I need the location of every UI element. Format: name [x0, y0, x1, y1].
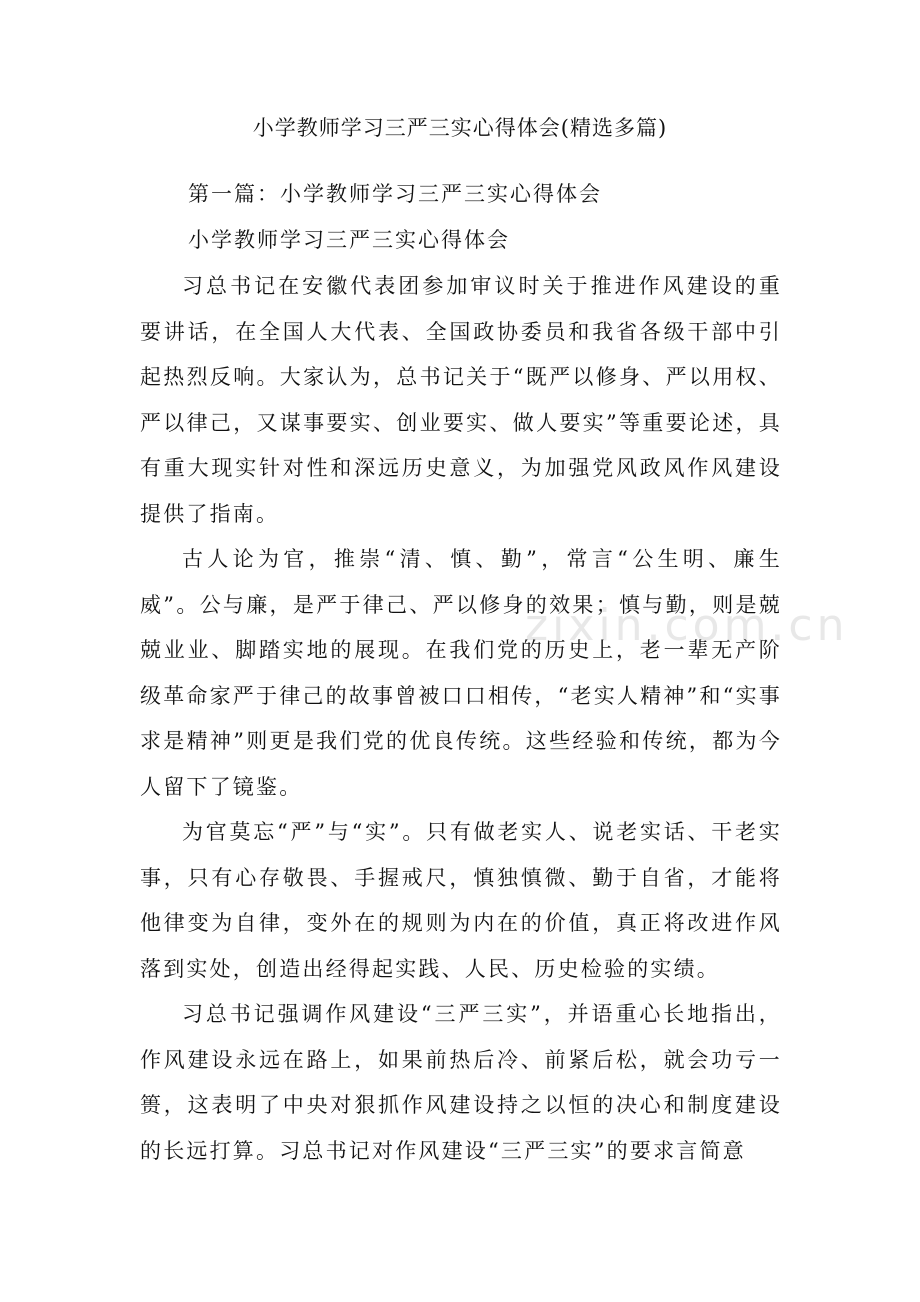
- paragraph-4: 习总书记强调作风建设“三严三实”，并语重心长地指出，作风建设永远在路上，如果前热后冷、前紧后松，就会功亏一篑，这表明了中央对狠抓作风建设持之以恒的决心和制度建设的长远打算。习总书记对作风建设“三严三实”的要求言简意: [140, 1002, 782, 1163]
- section-heading: 第一篇：小学教师学习三严三实心得体会: [188, 182, 602, 206]
- sub-heading: 小学教师学习三严三实心得体会: [188, 228, 510, 252]
- document-body: [140, 264, 782, 1174]
- document-title: 小学教师学习三严三实心得体会(精选多篇): [252, 116, 668, 140]
- paragraph-2: 古人论为官，推崇“清、慎、勤”，常言“公生明、廉生威”。公与廉，是严于律己、严以修身的效果；慎与勤，则是兢兢业业、脚踏实地的展现。在我们党的历史上，老一辈无产阶级革命家严于律己的故事曾被口口相传，“老实人精神”和“实事求是精神”则更是我们党的优良传统。这些经验和传统，都为今人留下了镜鉴。: [140, 547, 783, 799]
- watermark: zixin.com.cn: [525, 600, 849, 651]
- paragraph-3: 为官莫忘“严”与“实”。只有做老实人、说老实话、干老实事，只有心存敬畏、手握戒尺，慎独慎微、勤于自省，才能将他律变为自律，变外在的规则为内在的价值，真正将改进作风落到实处，创造出经得起实践、人民、历史检验的实绩。: [140, 820, 782, 981]
- paragraph-1: 习总书记在安徽代表团参加审议时关于推进作风建设的重要讲话，在全国人大代表、全国政协委员和我省各级干部中引起热烈反响。大家认为，总书记关于“既严以修身、严以用权、严以律己，又谋事要实、创业要实、做人要实”等重要论述，具有重大现实针对性和深远历史意义，为加强党风政风作风建设提供了指南。: [140, 274, 782, 526]
